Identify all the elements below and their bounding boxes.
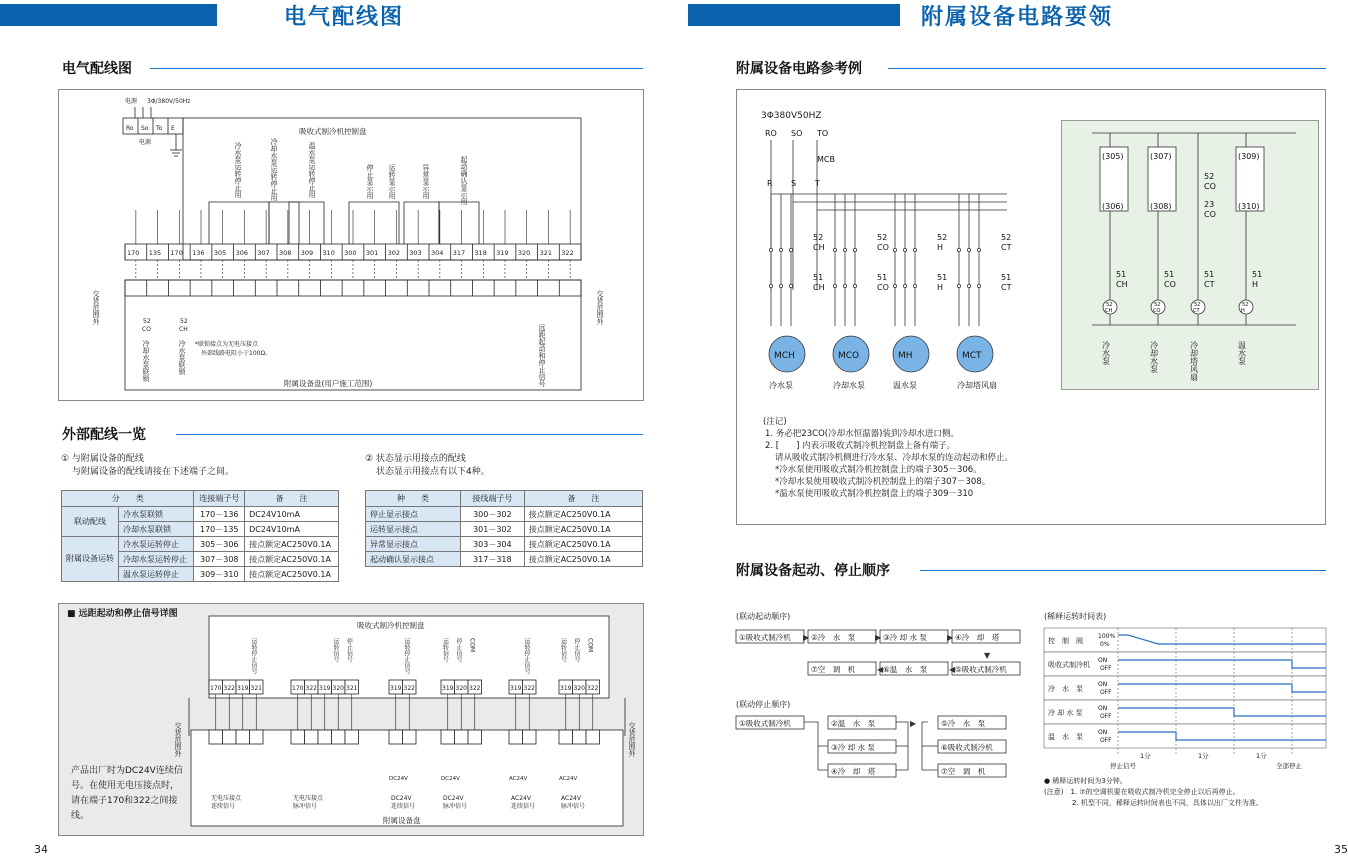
svg-text:*联锁接点为无电压接点: *联锁接点为无电压接点	[195, 341, 259, 348]
contactor-label: 52	[937, 233, 948, 242]
terminal-label: 304	[431, 249, 444, 257]
table-header: 备 注	[524, 491, 642, 507]
svg-text:OFF: OFF	[1100, 737, 1112, 744]
motor-label: MCO	[838, 351, 860, 361]
terminal-label: 170	[292, 685, 304, 692]
terminal-label: 306	[235, 249, 248, 257]
svg-text:To: To	[156, 125, 163, 132]
svg-text:CT: CT	[1193, 308, 1200, 314]
table-cell: 接点额定AC250V0.1A	[245, 567, 339, 582]
sequence-diagram	[732, 622, 1022, 802]
svg-text:吸收式制冷机控制盘: 吸收式制冷机控制盘	[357, 621, 425, 630]
relay-label: CT	[1001, 283, 1012, 292]
svg-text:E: E	[171, 125, 175, 132]
sequence-step-label: ⑥温 水 泵	[883, 665, 928, 674]
svg-text:CO: CO	[1204, 182, 1216, 191]
load-label: 冷却水泵	[1149, 341, 1159, 373]
page-number-right: 35	[1334, 843, 1348, 856]
sequence-step-label: ④冷 却 塔	[955, 633, 1000, 642]
group-caption: 无电压接点	[211, 795, 242, 802]
group-caption: AC24V	[561, 795, 581, 802]
timing-axis-label: 1分	[1256, 752, 1267, 760]
table-row	[366, 522, 643, 537]
phase-label: SO	[791, 129, 803, 138]
note-line: *温水泵使用吸收式制冷机控制盘上的端子309－310	[775, 489, 974, 499]
table-cell: 接点额定AC250V0.1A	[245, 552, 339, 567]
relay-label: CO	[877, 283, 889, 292]
table-cell: 冷却水泵联锁	[119, 522, 194, 537]
table-cell: DC24V10mA	[245, 507, 339, 522]
timing-axis-label: 1分	[1198, 752, 1209, 760]
terminal-label: 322	[223, 685, 235, 692]
relay-label: 51	[1116, 270, 1127, 279]
table-header: 分 类	[62, 491, 194, 507]
table-row	[62, 537, 339, 552]
svg-text:附属设备盘(用户施工范围): 附属设备盘(用户施工范围)	[284, 379, 373, 388]
terminal-label: 309	[300, 249, 314, 257]
note-line: *冷却水泵使用吸收式制冷机控制盘上的端子307－308。	[775, 477, 991, 487]
svg-text:OFF: OFF	[1100, 689, 1112, 696]
timing-chart	[1042, 624, 1328, 774]
table-cell: 运转显示接点	[366, 522, 461, 537]
section-title-wiring: 电气配线图	[62, 61, 132, 77]
sequence-step-label: ②冷 水 泵	[811, 633, 856, 642]
terminal-label: 320	[517, 249, 531, 257]
group-caption: 脉冲信号	[561, 803, 586, 810]
timing-row	[1044, 676, 1326, 700]
svg-text:附属设备盘: 附属设备盘	[383, 816, 421, 825]
group-caption: AC24V	[511, 795, 531, 802]
terminal-label: 308	[279, 249, 292, 257]
sequence-step-label: ⑦空 调 机	[941, 767, 986, 776]
terminal-label: 322	[523, 685, 535, 692]
signal-label: 运转停止信号	[523, 638, 530, 674]
stop-sequence-title: (联动停止顺序)	[736, 700, 791, 709]
table-row	[366, 537, 643, 552]
signal-label: 停止显示用	[366, 164, 374, 199]
side-label-left: 交货范围外	[92, 290, 100, 325]
supply-label: DC24V	[441, 776, 460, 782]
svg-text:◀: ◀	[877, 665, 884, 674]
table-row	[366, 552, 643, 567]
svg-text:52: 52	[1242, 302, 1249, 308]
section-title-external: 外部配线一览	[62, 427, 146, 443]
sequence-step-label: ①吸收式制冷机	[739, 719, 791, 728]
terminal-label: 319	[496, 249, 509, 257]
supply-label: AC24V	[559, 776, 578, 782]
table-cell: 冷却水泵运转停止	[119, 552, 194, 567]
example-notes	[763, 416, 1013, 500]
timing-axis-label: 1分	[1140, 752, 1151, 760]
side-label-right: 交货范围外	[596, 290, 604, 325]
table-cell: 307－308	[194, 552, 245, 567]
svg-text:52: 52	[1154, 302, 1161, 308]
remote-box-title: ■ 远距起动和停止信号详图	[67, 609, 178, 619]
table-cell: 温水泵运转停止	[119, 567, 194, 582]
terminal-label: 322	[305, 685, 317, 692]
terminal-label: (306)	[1102, 202, 1124, 211]
terminal-label: 321	[250, 685, 262, 692]
signal-label: 起动确认显示用	[460, 156, 468, 205]
relay-label: CH	[813, 283, 825, 292]
svg-text:CO: CO	[1204, 210, 1216, 219]
svg-text:▶: ▶	[803, 633, 810, 642]
svg-text:CH: CH	[1105, 308, 1113, 314]
relay-label: 51	[937, 273, 948, 282]
lock-label: 冷却水泵联锁	[142, 340, 150, 382]
load-label: 冷却塔风扇	[1189, 341, 1199, 381]
timing-row	[1044, 724, 1326, 748]
table-status-contacts	[365, 490, 643, 567]
signal-label: 温水泵运转停止用	[308, 142, 316, 198]
table-cell: 301－302	[460, 522, 524, 537]
table-cell: 接点额定AC250V0.1A	[524, 552, 642, 567]
timing-row	[1044, 700, 1326, 724]
svg-text:CO: CO	[142, 326, 151, 333]
power-circuit	[737, 90, 1057, 400]
section-rule	[920, 570, 1326, 571]
svg-text:3Φ/380V/50Hz: 3Φ/380V/50Hz	[147, 98, 191, 105]
table-header: 种 类	[366, 491, 461, 507]
timing-title: (稀释运转时间表)	[1044, 612, 1107, 621]
sequence-step-label: ⑥吸收式制冷机	[941, 743, 993, 752]
terminal-label: (308)	[1150, 202, 1172, 211]
motor-caption: 冷水泵	[769, 381, 793, 390]
section-rule	[150, 68, 643, 69]
side-label-left: 交货范围外	[174, 722, 182, 757]
signal-label: 停止信号	[573, 638, 580, 662]
timing-row-label: 温 水 泵	[1048, 733, 1083, 741]
svg-text:OFF: OFF	[1100, 713, 1112, 720]
svg-text:▼: ▼	[984, 651, 991, 660]
terminal-label: 170	[210, 685, 222, 692]
table-row	[62, 507, 339, 522]
terminal-label: 305	[213, 249, 227, 257]
terminal-label: 319	[319, 685, 331, 692]
control-circuit-svg	[1062, 121, 1318, 389]
terminal-label: (307)	[1150, 152, 1172, 161]
group-caption: 脉冲信号	[293, 803, 318, 810]
svg-text:0%: 0%	[1100, 641, 1110, 648]
table-cell: 303－304	[460, 537, 524, 552]
svg-text:52: 52	[180, 318, 188, 325]
table-cell: 停止显示接点	[366, 507, 461, 522]
timing-row-label: 吸收式制冷机	[1048, 661, 1090, 669]
terminal-label: 307	[257, 249, 270, 257]
terminal-label: (309)	[1238, 152, 1260, 161]
motor-caption: 冷却塔风扇	[957, 381, 997, 390]
group-caption: 连续信号	[391, 803, 416, 810]
table-header: 备 注	[245, 491, 339, 507]
signal-label: 运转信号	[441, 638, 449, 662]
terminal-label: 302	[387, 249, 400, 257]
terminal-label: 300	[344, 249, 357, 257]
note-line: 1. 务必把23CO(冷却水恒温器)装到冷却水进口侧。	[765, 429, 959, 439]
contactor-label: H	[937, 243, 944, 252]
table-cell: 305－306	[194, 537, 245, 552]
svg-text:◀: ◀	[949, 665, 956, 674]
terminal-label: 319	[390, 685, 402, 692]
signal-label: 运转信号	[332, 638, 339, 662]
note-line: 请从吸收式制冷机侧进行冷水泵、冷却水泵的连动起动和停止。	[775, 453, 1014, 463]
table-cell: 170－136	[194, 507, 245, 522]
terminal-label: 170	[170, 249, 183, 257]
relay-label: 51	[1001, 273, 1012, 282]
svg-text:So: So	[141, 125, 149, 132]
signal-label: 运转停止信号	[403, 638, 410, 674]
svg-text:OFF: OFF	[1100, 665, 1112, 672]
terminal-label: 322	[469, 685, 481, 692]
svg-text:52: 52	[143, 318, 151, 325]
svg-text:吸收式制冷机控制盘: 吸收式制冷机控制盘	[299, 127, 367, 136]
group-caption: DC24V	[391, 795, 412, 802]
motor-caption: 温水泵	[893, 381, 917, 390]
terminal-label: 322	[403, 685, 415, 692]
side-label-right: 交货范围外	[628, 722, 636, 757]
group-label: 联动配线	[62, 507, 119, 537]
contactor-label: CO	[877, 243, 889, 252]
svg-text:Ro: Ro	[126, 125, 134, 132]
remote-label: 远距起动和停止信号	[538, 324, 546, 387]
sequence-step-label: ⑤吸收式制冷机	[955, 665, 1007, 674]
note-line: 2. [ ] 内表示吸收式制冷机控制盘上备有端子。	[765, 441, 956, 451]
supply-label: AC24V	[509, 776, 528, 782]
section-rule	[888, 68, 1326, 69]
terminal-label: 303	[409, 249, 422, 257]
terminal-label: 317	[452, 249, 466, 257]
contactor-label: 52	[877, 233, 888, 242]
header-bar-left	[0, 4, 217, 26]
supply-label: 3Φ380V50HZ	[761, 111, 822, 121]
mcb-label: MCB	[817, 155, 835, 164]
terminal-label: 319	[560, 685, 572, 692]
motor-caption: 冷却水泵	[833, 381, 865, 390]
group-caption: 连续信号	[511, 803, 536, 810]
svg-text:52: 52	[1204, 172, 1215, 181]
phase-label: RO	[765, 129, 777, 138]
contactor-label: 52	[1001, 233, 1012, 242]
load-label: 温水泵	[1237, 341, 1247, 365]
table-cell: 接点额定AC250V0.1A	[524, 522, 642, 537]
svg-text:▶: ▶	[910, 719, 917, 728]
page-title-right: 附属设备电路要领	[921, 5, 1114, 30]
note-line: (注记)	[763, 417, 787, 427]
timing-event: 全部停止	[1276, 762, 1302, 770]
motor-label: MH	[898, 351, 913, 361]
section-title-example: 附属设备电路参考例	[736, 61, 862, 77]
signal-label: 运转停止信号	[250, 638, 257, 674]
page-number-left: 34	[34, 843, 48, 856]
group-label: 附属设备运转	[62, 537, 119, 582]
timing-row-label: 冷 水 泵	[1048, 685, 1083, 693]
terminal-label: 136	[192, 249, 205, 257]
terminal-label: 321	[346, 685, 358, 692]
terminal-label: 310	[322, 249, 335, 257]
relay-label: 51	[813, 273, 824, 282]
svg-text:ON: ON	[1098, 657, 1108, 664]
signal-label: 冷水泵运转停止用	[234, 142, 242, 198]
timing-note: (注意) 1. ⑦的空调机要在吸收式制冷机完全停止以后再停止。	[1044, 788, 1240, 796]
load-label: 冷水泵	[1101, 341, 1111, 365]
group-caption: 连续信号	[211, 803, 236, 810]
relay-label: CO	[1164, 280, 1176, 289]
sequence-step-label: ②温 水 泵	[831, 719, 876, 728]
motor-label: MCH	[774, 351, 795, 361]
table-cell: 300－302	[460, 507, 524, 522]
sequence-step-label: ③冷 却 水 泵	[883, 633, 927, 642]
terminal-label: 318	[474, 249, 487, 257]
svg-text:电源: 电源	[125, 98, 138, 105]
table-cell: DC24V10mA	[245, 522, 339, 537]
relay-label: CT	[1204, 280, 1215, 289]
terminal-label: 322	[561, 249, 574, 257]
sequence-step-label: ①吸收式制冷机	[739, 633, 791, 642]
relay-label: 51	[877, 273, 888, 282]
phase-label: T	[815, 179, 820, 188]
wiring-diagram-frame	[58, 89, 644, 401]
timing-note: ● 稀释运转时间为3分钟。	[1044, 777, 1127, 785]
lock-label: 冷水泵联锁	[178, 340, 186, 375]
svg-text:23: 23	[1204, 200, 1215, 209]
section-rule	[176, 434, 643, 435]
signal-label: 冷却水泵运转停止用	[270, 138, 278, 201]
terminal-label: 135	[148, 249, 162, 257]
signal-label: 运转显示用	[388, 164, 396, 199]
sequence-step-label: ③冷 却 水 泵	[831, 743, 875, 752]
table-cell: 309－310	[194, 567, 245, 582]
remote-note: 产品出厂时为DC24V连续信号。在使用无电压接点时，请在端子170和322之间接线。	[71, 766, 183, 821]
svg-text:ON: ON	[1098, 705, 1108, 712]
svg-text:外部线路电阻小于100Ω。: 外部线路电阻小于100Ω。	[201, 350, 272, 357]
sequence-step-label: ⑤冷 水 泵	[941, 719, 986, 728]
section-title-sequence: 附属设备起动、停止顺序	[736, 563, 890, 579]
svg-text:52: 52	[1106, 302, 1113, 308]
start-sequence-title: (联动起动顺序)	[736, 612, 791, 621]
remote-detail-frame	[58, 603, 644, 836]
table-cell: 冷水泵运转停止	[119, 537, 194, 552]
timing-note: 2. 机型不同，稀释运转时间表也不同，具体以出厂文件为准。	[1044, 799, 1263, 807]
relay-label: CH	[1116, 280, 1128, 289]
item1-desc: 与附属设备的配线请接在下述端子之间。	[72, 467, 235, 477]
signal-label: COM	[586, 638, 594, 653]
group-caption: 无电压接点	[293, 795, 324, 802]
table-header: 连接端子号	[194, 491, 245, 507]
terminal-label: 319	[442, 685, 454, 692]
phase-label: R	[767, 179, 773, 188]
timing-event: 停止信号	[1110, 762, 1136, 770]
sequence-step-label: ⑦空 调 机	[811, 665, 856, 674]
timing-row	[1044, 628, 1326, 652]
svg-text:电源: 电源	[139, 139, 152, 146]
table-cell: 接点额定AC250V0.1A	[524, 537, 642, 552]
terminal-label: 320	[332, 685, 344, 692]
contactor-label: CT	[1001, 243, 1012, 252]
motor-label: MCT	[962, 351, 982, 361]
group-caption: DC24V	[443, 795, 464, 802]
table-cell: 冷水泵联锁	[119, 507, 194, 522]
svg-text:CO: CO	[1153, 308, 1161, 314]
svg-text:ON: ON	[1098, 681, 1108, 688]
timing-notes	[1044, 776, 1263, 809]
relay-label: 51	[1204, 270, 1215, 279]
relay-label: H	[1252, 280, 1259, 289]
table-cell: 接点额定AC250V0.1A	[524, 507, 642, 522]
terminal-label: (310)	[1238, 202, 1260, 211]
sequence-step-label: ④冷 却 塔	[831, 767, 876, 776]
table-cell: 起动确认显示接点	[366, 552, 461, 567]
table-cell: 317－318	[460, 552, 524, 567]
signal-label: COM	[468, 638, 476, 653]
svg-text:52: 52	[1194, 302, 1201, 308]
svg-text:H: H	[1241, 308, 1245, 314]
svg-text:100%: 100%	[1098, 633, 1116, 640]
relay-label: 51	[1164, 270, 1175, 279]
signal-label: 运转信号	[559, 638, 567, 662]
terminal-label: 301	[365, 249, 379, 257]
signal-label: 停止信号	[345, 638, 353, 662]
note-line: *冷水泵使用吸收式制冷机控制盘上的端子305－306。	[775, 465, 982, 475]
item1-title: ① 与附属设备的配线	[61, 454, 144, 464]
svg-text:▶: ▶	[947, 633, 954, 642]
terminal-label: 320	[573, 685, 585, 692]
terminal-label: 319	[510, 685, 522, 692]
page-title-left: 电气配线图	[284, 5, 405, 30]
timing-row-label: 控 制 阀	[1048, 637, 1083, 645]
group-caption: 脉冲信号	[443, 803, 468, 810]
item2-title: ② 状态显示用接点的配线	[365, 454, 466, 464]
table-interlock	[61, 490, 339, 582]
terminal-label: 319	[237, 685, 249, 692]
table-cell: 接点额定AC250V0.1A	[245, 537, 339, 552]
relay-label: 51	[1252, 270, 1263, 279]
relay-label: H	[937, 283, 944, 292]
svg-text:▶: ▶	[875, 633, 882, 642]
signal-label: 异常显示用	[422, 164, 430, 199]
contactor-label: CH	[813, 243, 825, 252]
terminal-label: 321	[539, 249, 552, 257]
example-frame	[736, 89, 1326, 525]
signal-label: 停止信号	[455, 638, 462, 662]
supply-label: DC24V	[389, 776, 408, 782]
header-bar-right	[688, 4, 900, 26]
terminal-label: 322	[587, 685, 599, 692]
terminal-label: (305)	[1102, 152, 1124, 161]
timing-row-label: 冷 却 水 泵	[1048, 709, 1083, 717]
item2-desc: 状态显示用接点有以下4种。	[376, 467, 490, 477]
table-header: 接线端子号	[460, 491, 524, 507]
table-cell: 异常显示接点	[366, 537, 461, 552]
control-circuit	[1061, 120, 1319, 390]
svg-text:CH: CH	[179, 326, 188, 333]
terminal-label: 170	[127, 249, 140, 257]
phase-label: TO	[817, 129, 829, 138]
phase-label: S	[791, 179, 797, 188]
contactor-label: 52	[813, 233, 824, 242]
terminal-label: 320	[455, 685, 467, 692]
svg-text:ON: ON	[1098, 729, 1108, 736]
table-row	[366, 507, 643, 522]
table-cell: 170－135	[194, 522, 245, 537]
